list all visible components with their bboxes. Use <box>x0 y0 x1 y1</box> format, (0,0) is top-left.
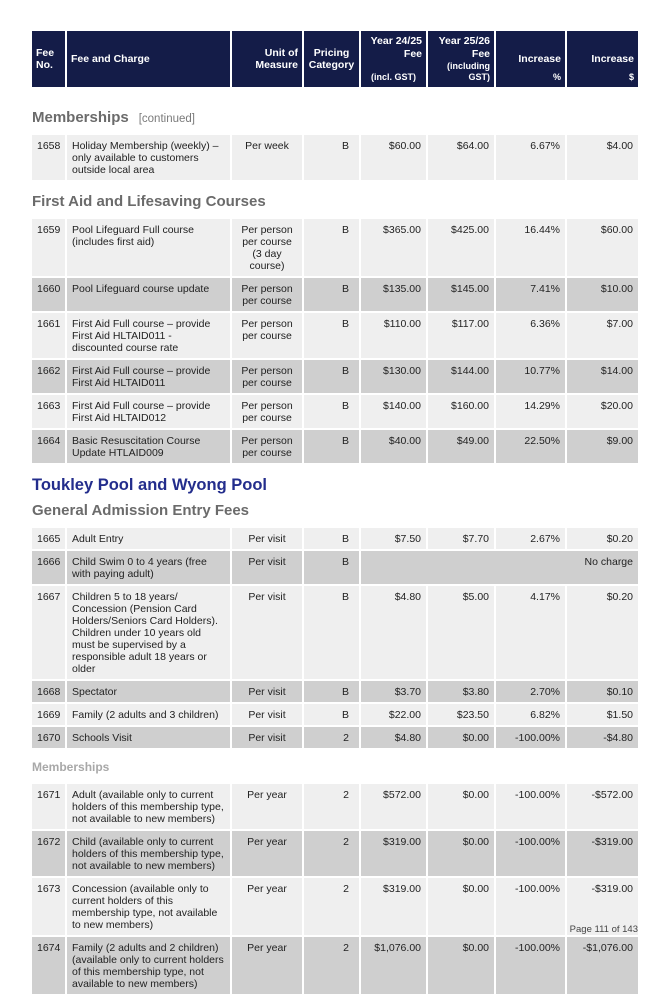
fee-description: Holiday Membership (weekly) – only available to customers outside local area <box>67 135 232 182</box>
increase-percent: -100.00% <box>496 784 567 831</box>
table-row <box>32 586 638 681</box>
section-first-aid: First Aid and Lifesaving Courses <box>32 193 266 210</box>
pricing-category: 2 <box>304 831 361 878</box>
pricing-category: B <box>304 586 361 681</box>
fee-description: Adult Entry <box>67 528 232 551</box>
pricing-category: B <box>304 360 361 395</box>
table-row <box>32 430 638 465</box>
unit-of-measure: Per visit <box>232 681 304 704</box>
col-fee-no: Fee No. <box>32 31 67 87</box>
increase-dollar: $0.20 <box>567 586 638 681</box>
increase-percent: -100.00% <box>496 878 567 937</box>
fee-2425: $319.00 <box>361 831 428 878</box>
pricing-category: B <box>304 395 361 430</box>
fee-2526: $64.00 <box>428 135 496 182</box>
general-admission-table <box>32 528 638 750</box>
including-gst-label: (including GST) <box>447 61 490 82</box>
pricing-category: 2 <box>304 878 361 937</box>
fee-2526: $5.00 <box>428 586 496 681</box>
fee-2425: $365.00 <box>361 219 428 278</box>
increase-dollar: -$1,076.00 <box>567 937 638 996</box>
fee-description: Family (2 adults and 3 children) <box>67 704 232 727</box>
unit-of-measure: Per year <box>232 937 304 996</box>
fee-number: 1670 <box>32 727 67 750</box>
increase-percent: -100.00% <box>496 831 567 878</box>
fee-description: Pool Lifeguard Full course (includes first aid) <box>67 219 232 278</box>
dollar-label: $ <box>628 72 634 82</box>
memberships-table <box>32 135 638 182</box>
fee-2526: $117.00 <box>428 313 496 360</box>
fee-description: First Aid Full course – provide First Aid HLTAID011 <box>67 360 232 395</box>
fee-2425: $140.00 <box>361 395 428 430</box>
increase-percent: -100.00% <box>496 727 567 750</box>
fee-2526: $144.00 <box>428 360 496 395</box>
fee-2425: $60.00 <box>361 135 428 182</box>
section-memberships-continued: Memberships [continued] <box>32 109 195 126</box>
increase-label: Increase <box>518 53 561 65</box>
fee-number: 1672 <box>32 831 67 878</box>
fee-schedule-page <box>32 31 638 996</box>
unit-of-measure: Per person per course <box>232 395 304 430</box>
no-charge-cell: No charge <box>361 551 638 586</box>
fee-number: 1665 <box>32 528 67 551</box>
table-row <box>32 135 638 182</box>
increase-percent: 10.77% <box>496 360 567 395</box>
fee-description: Concession (available only to current holders of this membership type, not available to new members) <box>67 878 232 937</box>
col-fee-and-charge: Fee and Charge <box>67 31 232 87</box>
fee-number: 1674 <box>32 937 67 996</box>
increase-percent: 2.67% <box>496 528 567 551</box>
fee-description: First Aid Full course – provide First Aid HLTAID012 <box>67 395 232 430</box>
pct-label: % <box>552 72 561 82</box>
unit-of-measure: Per person per course (3 day course) <box>232 219 304 278</box>
table-row <box>32 395 638 430</box>
memberships-table-2 <box>32 784 638 996</box>
fee-number: 1658 <box>32 135 67 182</box>
unit-of-measure: Per visit <box>232 727 304 750</box>
fee-2526: $425.00 <box>428 219 496 278</box>
section-general-admission: General Admission Entry Fees <box>32 502 250 519</box>
table-row <box>32 551 638 586</box>
fee-2425: $110.00 <box>361 313 428 360</box>
fee-number: 1664 <box>32 430 67 465</box>
pricing-category: B <box>304 135 361 182</box>
pricing-category: B <box>304 278 361 313</box>
fee-2526: $0.00 <box>428 727 496 750</box>
fee-2526: $3.80 <box>428 681 496 704</box>
pricing-category: B <box>304 704 361 727</box>
unit-of-measure: Per visit <box>232 528 304 551</box>
pricing-category: B <box>304 551 361 586</box>
unit-of-measure: Per year <box>232 831 304 878</box>
increase-dollar: $4.00 <box>567 135 638 182</box>
col-pricing-category: Pricing Category <box>304 31 361 87</box>
pricing-category: B <box>304 528 361 551</box>
increase-dollar: $20.00 <box>567 395 638 430</box>
unit-of-measure: Per visit <box>232 704 304 727</box>
fee-description: Children 5 to 18 years/ Concession (Pension Card Holders/Seniors Card Holders). Children under 10 years old must be supervised by a responsible adult 18 years or older <box>67 586 232 681</box>
pricing-category: B <box>304 681 361 704</box>
table-row <box>32 727 638 750</box>
table-row <box>32 219 638 278</box>
fee-2425: $135.00 <box>361 278 428 313</box>
pricing-category: B <box>304 430 361 465</box>
unit-of-measure: Per person per course <box>232 430 304 465</box>
fee-number: 1661 <box>32 313 67 360</box>
col-increase-pct <box>496 31 567 87</box>
section-memberships: Memberships <box>32 760 110 774</box>
increase-dollar: $7.00 <box>567 313 638 360</box>
fee-number: 1668 <box>32 681 67 704</box>
fee-2425: $3.70 <box>361 681 428 704</box>
fee-number: 1663 <box>32 395 67 430</box>
unit-of-measure: Per week <box>232 135 304 182</box>
fee-description: Pool Lifeguard course update <box>67 278 232 313</box>
unit-of-measure: Per person per course <box>232 278 304 313</box>
fee-2526: $0.00 <box>428 937 496 996</box>
year-2526-label: Year 25/26 <box>438 35 490 47</box>
section-toukley-wyong: Toukley Pool and Wyong Pool <box>32 476 267 494</box>
pricing-category: 2 <box>304 727 361 750</box>
increase-percent: 6.36% <box>496 313 567 360</box>
fee-number: 1671 <box>32 784 67 831</box>
table-row <box>32 784 638 831</box>
unit-of-measure: Per visit <box>232 586 304 681</box>
col-increase-dollar <box>567 31 638 87</box>
increase-label-2: Increase <box>591 53 634 65</box>
increase-percent: 6.67% <box>496 135 567 182</box>
fee-2425: $572.00 <box>361 784 428 831</box>
table-row <box>32 704 638 727</box>
fee-number: 1659 <box>32 219 67 278</box>
pricing-category: B <box>304 313 361 360</box>
fee-number: 1667 <box>32 586 67 681</box>
fee-2425: $4.80 <box>361 586 428 681</box>
increase-percent: 2.70% <box>496 681 567 704</box>
fee-description: Spectator <box>67 681 232 704</box>
fee-2425: $319.00 <box>361 878 428 937</box>
fee-2425: $7.50 <box>361 528 428 551</box>
fee-table-header <box>32 31 638 87</box>
increase-dollar: $14.00 <box>567 360 638 395</box>
fee-description: Child Swim 0 to 4 years (free with paying adult) <box>67 551 232 586</box>
increase-percent: 14.29% <box>496 395 567 430</box>
fee-2526: $0.00 <box>428 831 496 878</box>
increase-percent: 16.44% <box>496 219 567 278</box>
incl-gst-label: (incl. GST) <box>371 72 416 82</box>
col-unit-of-measure: Unit of Measure <box>232 31 304 87</box>
table-row <box>32 681 638 704</box>
fee-2526: $49.00 <box>428 430 496 465</box>
unit-of-measure: Per year <box>232 878 304 937</box>
fee-description: Child (available only to current holders of this membership type, not available to new members) <box>67 831 232 878</box>
table-row <box>32 313 638 360</box>
table-row <box>32 878 638 937</box>
increase-percent: 7.41% <box>496 278 567 313</box>
fee-2526: $160.00 <box>428 395 496 430</box>
fee-2526: $0.00 <box>428 878 496 937</box>
fee-2526: $145.00 <box>428 278 496 313</box>
page-number: Page 111 of 143 <box>569 924 638 935</box>
fee-2425: $130.00 <box>361 360 428 395</box>
fee-2526: $23.50 <box>428 704 496 727</box>
fee-number: 1662 <box>32 360 67 395</box>
fee-description: First Aid Full course – provide First Aid HLTAID011 - discounted course rate <box>67 313 232 360</box>
table-row <box>32 528 638 551</box>
table-row <box>32 831 638 878</box>
increase-percent: -100.00% <box>496 937 567 996</box>
fee-description: Family (2 adults and 2 children) (available only to current holders of this membership type, not available to new members) <box>67 937 232 996</box>
unit-of-measure: Per person per course <box>232 360 304 395</box>
increase-dollar: -$4.80 <box>567 727 638 750</box>
fee-2526: $7.70 <box>428 528 496 551</box>
fee-2425: $22.00 <box>361 704 428 727</box>
unit-of-measure: Per person per course <box>232 313 304 360</box>
fee-number: 1669 <box>32 704 67 727</box>
unit-of-measure: Per visit <box>232 551 304 586</box>
fee-2425: $4.80 <box>361 727 428 750</box>
pricing-category: B <box>304 219 361 278</box>
fee-2425: $40.00 <box>361 430 428 465</box>
table-row <box>32 278 638 313</box>
fee-number: 1660 <box>32 278 67 313</box>
first-aid-table <box>32 219 638 465</box>
increase-dollar: -$319.00 <box>567 831 638 878</box>
fee-label-2: Fee <box>471 48 490 60</box>
fee-description: Basic Resuscitation Course Update HTLAID009 <box>67 430 232 465</box>
unit-of-measure: Per year <box>232 784 304 831</box>
increase-dollar: $10.00 <box>567 278 638 313</box>
increase-dollar: -$319.00 <box>567 878 638 937</box>
fee-number: 1673 <box>32 878 67 937</box>
fee-label: Fee <box>403 48 422 60</box>
table-row <box>32 360 638 395</box>
increase-dollar: $9.00 <box>567 430 638 465</box>
increase-dollar: $60.00 <box>567 219 638 278</box>
fee-number: 1666 <box>32 551 67 586</box>
continued-label: [continued] <box>138 113 195 125</box>
increase-dollar: -$572.00 <box>567 784 638 831</box>
col-year-2425 <box>361 31 428 87</box>
year-2425-label: Year 24/25 <box>370 35 422 47</box>
increase-dollar: $1.50 <box>567 704 638 727</box>
pricing-category: 2 <box>304 784 361 831</box>
increase-percent: 22.50% <box>496 430 567 465</box>
increase-dollar: $0.10 <box>567 681 638 704</box>
pricing-category: 2 <box>304 937 361 996</box>
fee-description: Adult (available only to current holders of this membership type, not available to new members) <box>67 784 232 831</box>
fee-2425: $1,076.00 <box>361 937 428 996</box>
increase-percent: 6.82% <box>496 704 567 727</box>
increase-percent: 4.17% <box>496 586 567 681</box>
col-year-2526 <box>428 31 496 87</box>
fee-description: Schools Visit <box>67 727 232 750</box>
increase-dollar: $0.20 <box>567 528 638 551</box>
fee-2526: $0.00 <box>428 784 496 831</box>
